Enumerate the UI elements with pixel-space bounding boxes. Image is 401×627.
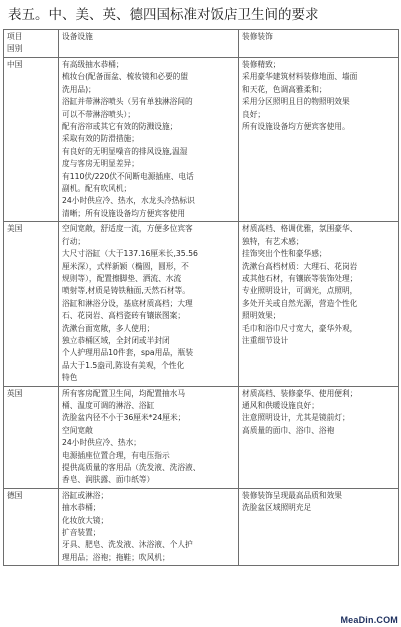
cell-line: 特色 — [62, 373, 78, 383]
country-cell: 德国 — [4, 488, 59, 565]
table-title: 表五。中、美、英、德四国标准对饭店卫生间的要求 — [8, 7, 319, 23]
cell-line: 厘米深），式样新颖（椭圆，圆形，不 — [62, 261, 189, 271]
cell-line: 行动； — [62, 236, 86, 246]
cell-line: 挂饰突出个性和豪华感； — [242, 249, 327, 259]
table-row — [4, 386, 399, 488]
cell-line: 采用分区照明且目的物照明效果 — [242, 97, 350, 107]
table-row — [4, 488, 399, 565]
cell-line: 度与客房无明显差异； — [62, 159, 139, 169]
cell-line: 香皂、润肤露、面巾纸等） — [62, 475, 155, 485]
cell-line: 洗脸盆内径不小于36厘米*24厘米； — [62, 413, 186, 423]
cell-line: 化妆放大镜； — [62, 515, 109, 525]
country-cell: 美国 — [4, 222, 59, 386]
table-row — [4, 222, 399, 386]
cell-line: 浴缸和淋浴分设，基底材质高档；大理 — [62, 298, 193, 308]
cell-line: 洗漱台高档材质：大理石、花岗岩 — [242, 261, 358, 271]
header-item-line: 项目 — [7, 32, 23, 41]
equipment-cell — [59, 386, 239, 488]
cell-line: 牙具、肥皂、洗发液、沐浴液、个人护 — [62, 540, 193, 550]
decoration-cell — [239, 222, 399, 386]
cell-line: 24小时供应冷、热水； — [62, 438, 141, 448]
cell-line: 石、花岗岩、高档瓷砖有镶嵌图案； — [62, 311, 186, 321]
cell-line: 有良好的无明显噪音的排风设施,温湿 — [62, 146, 188, 156]
cell-line: 电源插座位置合理，有电压指示 — [62, 450, 170, 460]
cell-line: 装修精致； — [242, 60, 281, 69]
cell-line: 所有设施设备均方便宾客使用。 — [242, 122, 350, 132]
cell-line: 注意照明设计，尤其是镜前灯； — [242, 413, 350, 423]
cell-line: 和天花，色调高雅柔和； — [242, 84, 327, 94]
cell-line: 采用豪华建筑材料装修地面、墙面 — [242, 72, 358, 82]
cell-line: 抽水恭桶； — [62, 503, 101, 513]
cell-line: 毛巾和浴巾尺寸宽大，豪华外观， — [242, 323, 358, 333]
cell-line: 有高级抽水恭桶； — [62, 60, 124, 69]
cell-line: 浴缸或淋浴； — [62, 490, 109, 500]
cell-line: 洗用品)； — [62, 84, 96, 94]
cell-line: 装修装饰呈现最高品质和效果 — [242, 490, 342, 500]
cell-line: 有110伏/220伏不间断电源插座、电话 — [62, 171, 194, 181]
header-decoration: 装修装饰 — [239, 30, 399, 58]
table-row — [4, 58, 399, 222]
cell-line: 清晰；所有设施设备均方便宾客使用 — [62, 208, 186, 218]
cell-line: 通风和供暖设施良好； — [242, 400, 319, 410]
cell-line: 理用品；浴袍；拖鞋；吹风机； — [62, 552, 170, 562]
cell-line: 良好； — [242, 109, 266, 119]
cell-line: 洗脸盆区域照明充足 — [242, 503, 312, 513]
cell-line: 高质量的面巾、浴巾、浴袍 — [242, 425, 335, 435]
cell-line: 采取有效的防滑措施； — [62, 134, 139, 144]
cell-line: 或其他石材，有镶嵌等装饰处理； — [242, 273, 358, 283]
standards-table — [3, 29, 399, 566]
cell-line: 扩音装置； — [62, 528, 101, 538]
cell-line: 多处开关或自然光源，营造个性化 — [242, 298, 358, 308]
cell-line: 专业照明设计，可调光，点照明， — [242, 286, 358, 296]
cell-line: 空间宽敞 — [62, 425, 93, 435]
cell-line: 独特，有艺术感； — [242, 236, 304, 246]
cell-line: 喷射等,材质是铸铁釉面,天然石材等。 — [62, 286, 190, 296]
decoration-cell — [239, 58, 399, 222]
cell-line: 可以不带淋浴喷头）； — [62, 109, 136, 119]
decoration-cell — [239, 488, 399, 565]
cell-line: 空间宽敞，舒适度一流，方便多位宾客 — [62, 224, 193, 234]
equipment-cell — [59, 58, 239, 222]
cell-line: 大尺寸浴缸（大于137.16厘米长,35.56 — [62, 249, 198, 259]
cell-line: 照明效果； — [242, 311, 281, 321]
cell-line: 24小时供应冷、热水，水龙头冷热标识 — [62, 196, 195, 206]
cell-line: 桶、温度可调的淋浴、浴缸 — [62, 400, 155, 410]
cell-line: 个人护理用品10件套，spa用品，瓶装 — [62, 348, 194, 358]
header-equipment: 设备设施 — [59, 30, 239, 58]
site-watermark: MeaDin.COM — [340, 615, 398, 625]
equipment-cell — [59, 488, 239, 565]
cell-line: 注重细节设计 — [242, 335, 289, 345]
decoration-cell — [239, 386, 399, 488]
country-cell: 英国 — [4, 386, 59, 488]
cell-line: 洗漱台面宽敞，多人使用； — [62, 323, 155, 333]
header-country-line: 国别 — [7, 44, 23, 54]
cell-line: 梳妆台(配备面盆、梳妆镜和必要的盥 — [62, 72, 189, 82]
country-cell: 中国 — [4, 58, 59, 222]
cell-line: 浴缸并带淋浴喷头（另有单独淋浴间的 — [62, 97, 193, 107]
cell-line: 独立恭桶区域，全封闭或半封闭 — [62, 335, 170, 345]
cell-line: 规则等），配置擦脚垫、洒流、水流 — [62, 273, 182, 283]
header-row — [4, 30, 399, 58]
cell-line: 配有浴帘或其它有效的防溅设施； — [62, 122, 178, 132]
cell-line: 品大于1.5盎司,陈设有美观，个性化 — [62, 360, 185, 370]
cell-line: 副机。配有吹风机； — [62, 184, 132, 194]
cell-line: 材质高档、格调优雅，氛围豪华、 — [242, 224, 358, 234]
cell-line: 提供高质量的客用品（洗发液、洗浴液、 — [62, 463, 201, 472]
equipment-cell — [59, 222, 239, 386]
cell-line: 材质高档、装修豪华、使用便利； — [242, 388, 358, 398]
cell-line: 所有客房配置卫生间，均配置抽水马 — [62, 388, 186, 398]
header-item-country — [4, 30, 59, 58]
